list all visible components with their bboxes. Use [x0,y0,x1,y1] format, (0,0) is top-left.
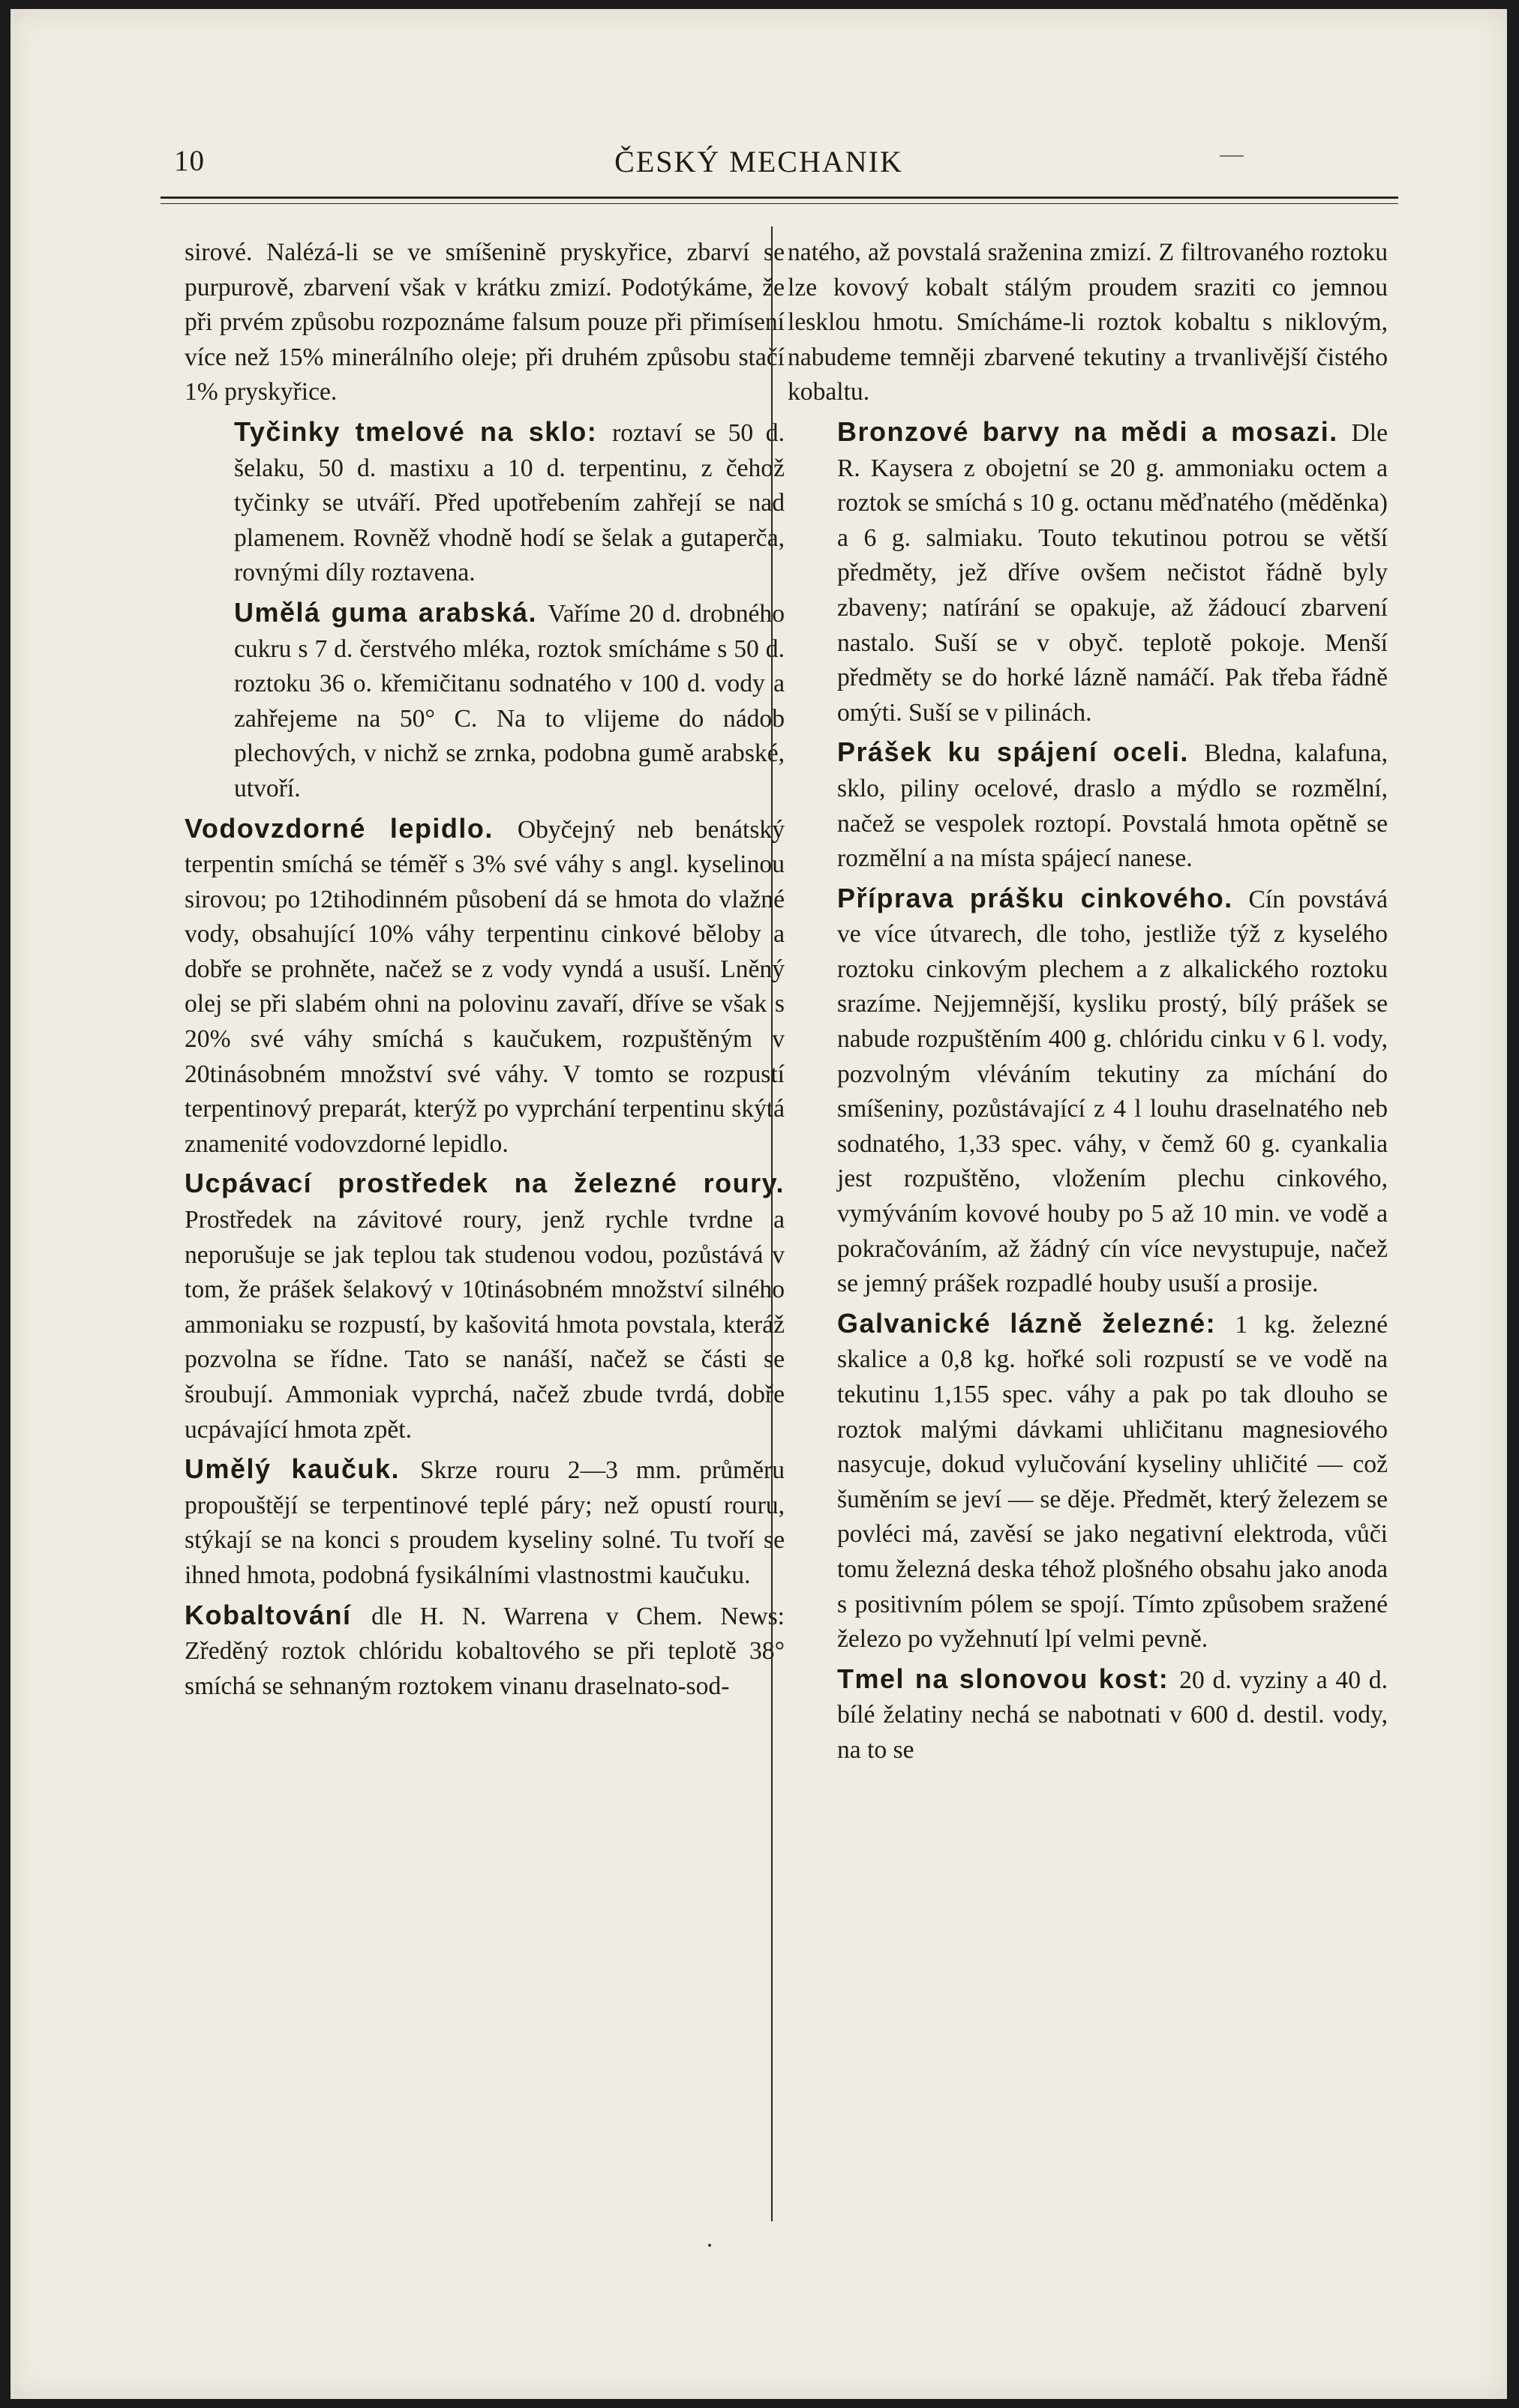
article [185,415,785,591]
article [788,735,1388,876]
article-body: Dle R. Kaysera z obojetní se 20 g. ammoniaku octem a roztok se smíchá s 10 g. octanu měďnatého (měděnka) a 6 g. salmiaku. Touto tekutinou potrou se větší předměty, jež dříve ovšem nečistot řádně byly zbaveny; natírání se opakuje, až žádoucí zbarvení nastalo. Suší se v obyč. teplotě pokoje. Menší předměty se do horké lázně namáčí. Pak třeba řádně omýti. Suší se v pilinách. [837,418,1388,727]
article [788,415,1388,730]
article-heading: Tyčinky tmelové na sklo: [234,415,613,447]
article-body: Obyčejný neb benátský terpentin smíchá se téměř s 3% své váhy s angl. kyselinou sirovou; po 12tihodinném působení dá se hmota do vlažné vody, obsahující 10% váhy terpentinu cinkové běloby a dobře se prohněte, načež se z vody vyndá a usuší. Lněný olej se při slabém ohni na polovinu zavaří, dříve se však s 20% své váhy smíchá s kaučukem, rozpuštěným v 20tinásobném množství své váhy. V tomto se rozpustí terpentinový preparát, kterýž po vyprchání terpentinu skýtá znamenité vodovzdorné lepidlo. [185,815,785,1158]
article [185,1598,785,1705]
article [185,234,785,410]
article-body: sirové. Nalézá-li se ve smíšenině pryskyřice, zbarví se purpurově, zbarvení však v krátku zmizí. Podotýkáme, že při prvém způsobu rozpoznáme falsum pouze při přimísení více než 15% minerálního oleje; při druhém způsobu stačí 1% pryskyřice. [185,238,785,406]
article-heading: Kobaltování [185,1599,372,1630]
article [185,595,785,807]
print-speck [708,2244,711,2247]
article-body: 1 kg. železné skalice a 0,8 kg. hořké soli rozpustí se ve vodě na tekutinu 1,155 spec. váhy a pak po tak dlouho se roztok malými dávkami uhličitanu magnesiového nasycuje, dokud vylučování kyseliny uhličité — což šuměním se jeví — se děje. Předmět, který železem se povléci má, zavěsí se jako negativní elektroda, vůči tomu železná deska téhož plošného obsahu jako anoda s positivním pólem se spojí. Tímto způsobem sražené železo po vyžehnutí lpí velmi pevně. [837,1310,1388,1654]
column-divider [771,226,773,2221]
article-body: Cín povstává ve více útvarech, dle toho, jestliže týž z kyselého roztoku cinkovým plechem a z alkalického roztoku srazíme. Nejjemnější, kysliku prostý, bílý prášek se nabude rozpuštěním 400 g. chlóridu cinku v 6 l. vody, pozvolným vléváním tekutiny za míchání do smíšeniny, pozůstávající z 4 l louhu draselnatého neb sodnatého, 1,33 spec. váhy, v čemž 60 g. cyankalia jest rozpuštěno, vložením plechu cinkového, vymýváním kovové houby po 5 až 10 min. ve vodě a pokračováním, až žádný cín více nevystupuje, načež se jemný prášek rozpadlé houby usuší a prosije. [837,885,1388,1298]
article-heading: Umělá guma arabská. [234,596,548,628]
header-rule-thick [161,196,1398,199]
article-body: Prostředek na závitové roury, jenž rychle tvrdne a neporušuje se jak teplou tak studenou vodou, pozůstává v tom, že prášek šelakový v 10tinásobném množství silného ammoniaku se rozpustí, by kašovitá hmota povstala, kteráž pozvolna se řídne. Tato se nanáší, načež se části se šroubují. Ammoniak vyprchá, načež zbude tvrdá, dobře ucpávající hmota zpět. [185,1206,785,1444]
article [185,811,785,1162]
article-heading: Prášek ku spájení oceli. [837,736,1205,768]
article-heading: Bronzové barvy na mědi a mosazi. [837,415,1352,447]
article [788,881,1388,1302]
article-body: Vaříme 20 d. drobného cukru s 7 d. čerstvého mléka, roztok smícháme s 50 d. roztoku 36 o. křemičitanu sodnatého v 100 d. vody a zahřejeme na 50° C. Na to vlijeme do nádob plechových, v nichž se zrnka, podobna gumě arabské, utvoří. [234,599,785,802]
article-body: Skrze rouru 2—3 mm. průměru propouštějí se terpentinové teplé páry; než opustí rouru, stýkají se na konci s proudem kyseliny solné. Tu tvoří se ihned hmota, podobná fysikálními vlastnostmi kaučuku. [185,1456,785,1589]
article [788,1306,1388,1657]
right-column [788,234,1388,1768]
article-heading: Umělý kaučuk. [185,1453,420,1485]
article-body: dle H. N. Warrena v Chem. News: Zředěný roztok chlóridu kobaltového se při teplotě 38° smíchá se sehnaným roztokem vinanu draselnato-sod- [185,1602,785,1700]
article-body: Bledna, kalafuna, sklo, piliny ocelové, draslo a mýdlo se rozmělní, načež se vespolek roztopí. Povstalá hmota opětně se rozmělní a na místa spájecí nanese. [837,739,1388,873]
article-body: 20 d. vyziny a 40 d. bílé želatiny nechá se nabotnati v 600 d. destil. vody, na to se [837,1666,1388,1764]
running-title: ČESKÝ MECHANIK [614,145,903,178]
article-heading: Tmel na slonovou kost: [837,1663,1180,1694]
header-rule-thin [161,203,1398,204]
article-heading: Ucpávací prostředek na železné roury. [185,1168,785,1199]
article-heading: Galvanické lázně železné: [837,1307,1235,1339]
article-heading: Vodovzdorné lepidlo. [185,812,518,844]
article [185,1166,785,1447]
article-heading: Příprava prášku cinkového. [837,882,1249,913]
article-body: natého, až povstalá sraženina zmizí. Z filtrovaného roztoku lze kovový kobalt stálým proudem sraziti co jemnou lesklou hmotu. Smícháme-li roztok kobaltu s niklovým, nabudeme temněji zbarvené tekutiny a trvanlivější čistého kobaltu. [788,238,1388,406]
article [788,234,1388,410]
page-header [11,144,1507,189]
page [11,9,1507,2399]
article [788,1662,1388,1768]
article-body: roztaví se 50 d. šelaku, 50 d. mastixu a 10 d. terpentinu, z čehož tyčinky se utváří. Před upotřebením zahřejí se nad plamenem. Rovněž vhodně hodí se šelak a gutaperča, rovnými díly roztavena. [234,418,785,587]
left-column [185,234,785,1704]
page-number: 10 [174,145,205,177]
article [185,1452,785,1593]
